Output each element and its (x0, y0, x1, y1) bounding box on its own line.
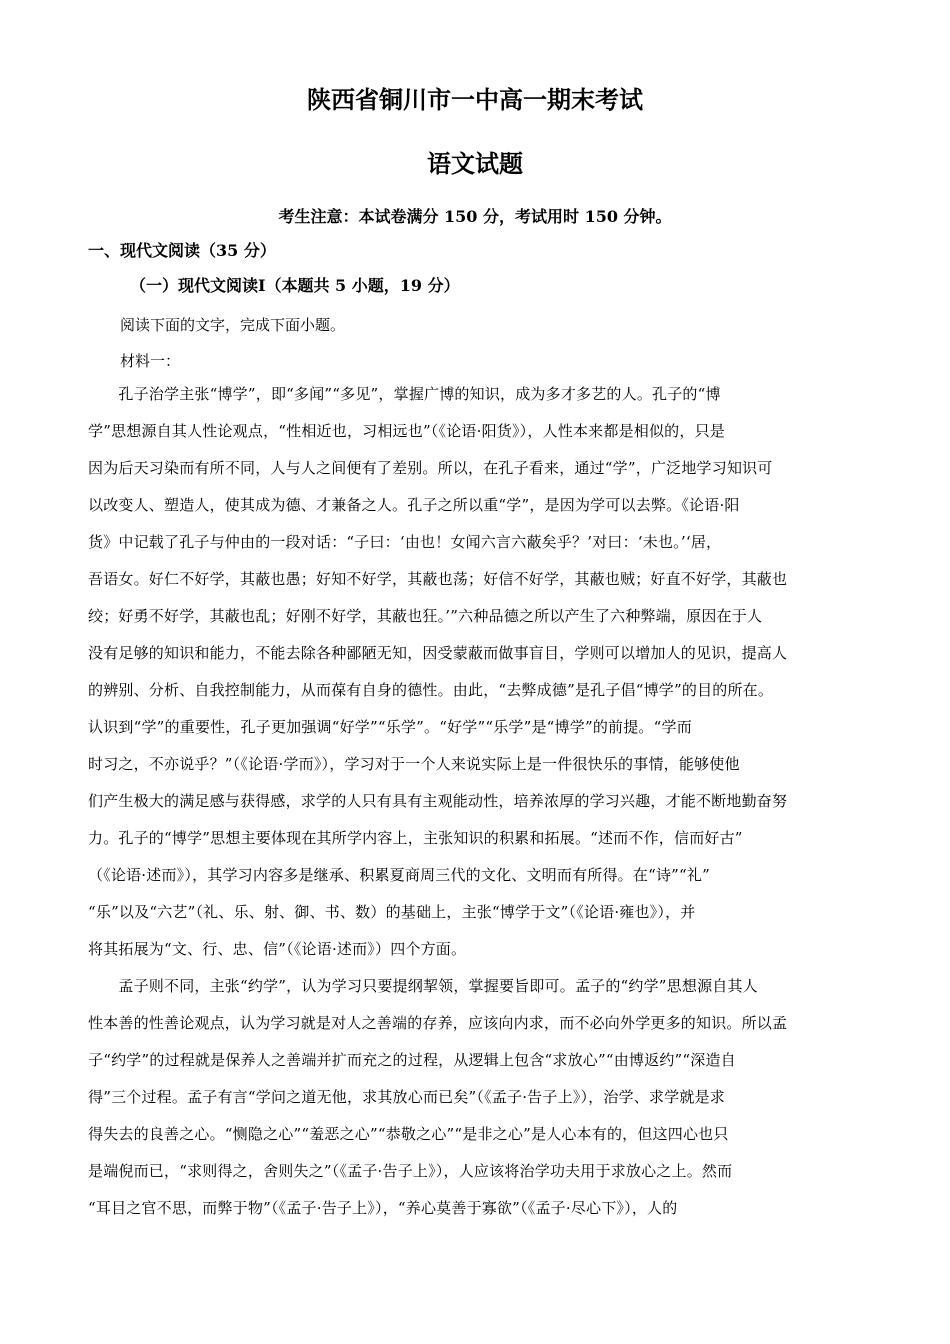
exam-notice: 考生注意：本试卷满分 150 分，考试用时 150 分钟。 (278, 207, 672, 226)
exam-title: 陕西省铜川市一中高一期末考试 (307, 85, 643, 114)
text-line: 得失去的良善之心。“恻隐之心”“羞恶之心”“恭敬之心”“是非之心”是人心本有的，但这四心也只 (88, 1125, 729, 1143)
text-line: 得”三个过程。孟子有言“学问之道无他，求其放心而已矣”（《孟子·告子上》），治学、求学就是求 (88, 1088, 725, 1106)
text-line: 性本善的性善论观点，认为学习就是对人之善端的存养，应该向内求，而不必向外学更多的知识。所以孟 (88, 1014, 788, 1032)
text-line: 时习之，不亦说乎？”（《论语·学而》），学习对于一个人来说实际上是一件很快乐的事情，能够使他 (88, 755, 740, 773)
text-line: 货》中记载了孔子与仲由的一段对话：“子曰：‘由也！女闻六言六蔽矣乎？’对曰：‘未也。’‘居， (88, 533, 722, 551)
text-line: 因为后天习染而有所不同，人与人之间便有了差别。所以，在孔子看来，通过“学”，广泛地学习知识可 (88, 459, 773, 477)
text-line: 吾语女。好仁不好学，其蔽也愚；好知不好学，其蔽也荡；好信不好学，其蔽也贼；好直不好学，其蔽也 (88, 570, 788, 588)
section-heading: 一、现代文阅读（35 分） (88, 241, 276, 260)
text-line: 孟子则不同，主张“约学”，认为学习只要提纲挈领，掌握要旨即可。孟子的“约学”思想源自其人 (88, 977, 758, 995)
material-label: 材料一： (120, 352, 181, 370)
text-line: 是端倪而已，“求则得之，舍则失之”（《孟子·告子上》），人应该将治学功夫用于求放心之上。然而 (88, 1162, 733, 1180)
text-line: “耳目之官不思，而弊于物”（《孟子·告子上》），“养心莫善于寡欲”（《孟子·尽心下》），人的 (88, 1199, 678, 1217)
subsection-heading: （一）现代文阅读Ⅰ（本题共 5 小题，19 分） (130, 276, 460, 295)
text-line: 绞；好勇不好学，其蔽也乱；好刚不好学，其蔽也狂。’”六种品德之所以产生了六种弊端，原因在于人 (88, 607, 763, 625)
text-line: “乐”以及“六艺”（礼、乐、射、御、书、数）的基础上，主张“博学于文”（《论语·雍也》），并 (88, 903, 696, 921)
text-line: 子“约学”的过程就是保养人之善端并扩而充之的过程，从逻辑上包含“求放心”“由博返约”“深造自 (88, 1051, 736, 1069)
paragraph-mencius (88, 968, 868, 1227)
text-line: 以改变人、塑造人，使其成为德、才兼备之人。孔子之所以重“学”，是因为学可以去弊。《论语·阳 (88, 496, 740, 514)
text-line: 没有足够的知识和能力，不能去除各种鄙陋无知，因受蒙蔽而做事盲目，学则可以增加人的见识，提高人 (88, 644, 788, 662)
exam-subtitle: 语文试题 (427, 149, 523, 178)
text-line: 认识到“学”的重要性，孔子更加强调“好学”“乐学”。“好学”“乐学”是“博学”的前提。“学而 (88, 718, 692, 736)
text-line: 的辨别、分析、自我控制能力，从而葆有自身的德性。由此，“去弊成德”是孔子倡“博学”的目的所在。 (88, 681, 774, 699)
text-line: 们产生极大的满足感与获得感，求学的人只有具有主观能动性，培养浓厚的学习兴趣，才能不断地勤奋努 (88, 792, 788, 810)
text-line: 学”思想源自其人性论观点，“性相近也，习相远也”（《论语·阳货》），人性本来都是相似的，只是 (88, 422, 725, 440)
text-line: （《论语·述而》），其学习内容多是继承、积累夏商周三代的文化、文明而有所得。在“诗”“礼” (88, 866, 710, 884)
text-line: 孔子治学主张“博学”，即“多闻”“多见”，掌握广博的知识，成为多才多艺的人。孔子的“博 (88, 385, 721, 403)
paragraph-confucius (88, 376, 868, 968)
text-line: 力。孔子的“博学”思想主要体现在其所学内容上，主张知识的积累和拓展。“述而不作，信而好古” (88, 829, 743, 847)
text-line: 将其拓展为“文、行、忠、信”（《论语·述而》）四个方面。 (88, 940, 467, 958)
reading-instruction: 阅读下面的文字，完成下面小题。 (120, 316, 346, 334)
